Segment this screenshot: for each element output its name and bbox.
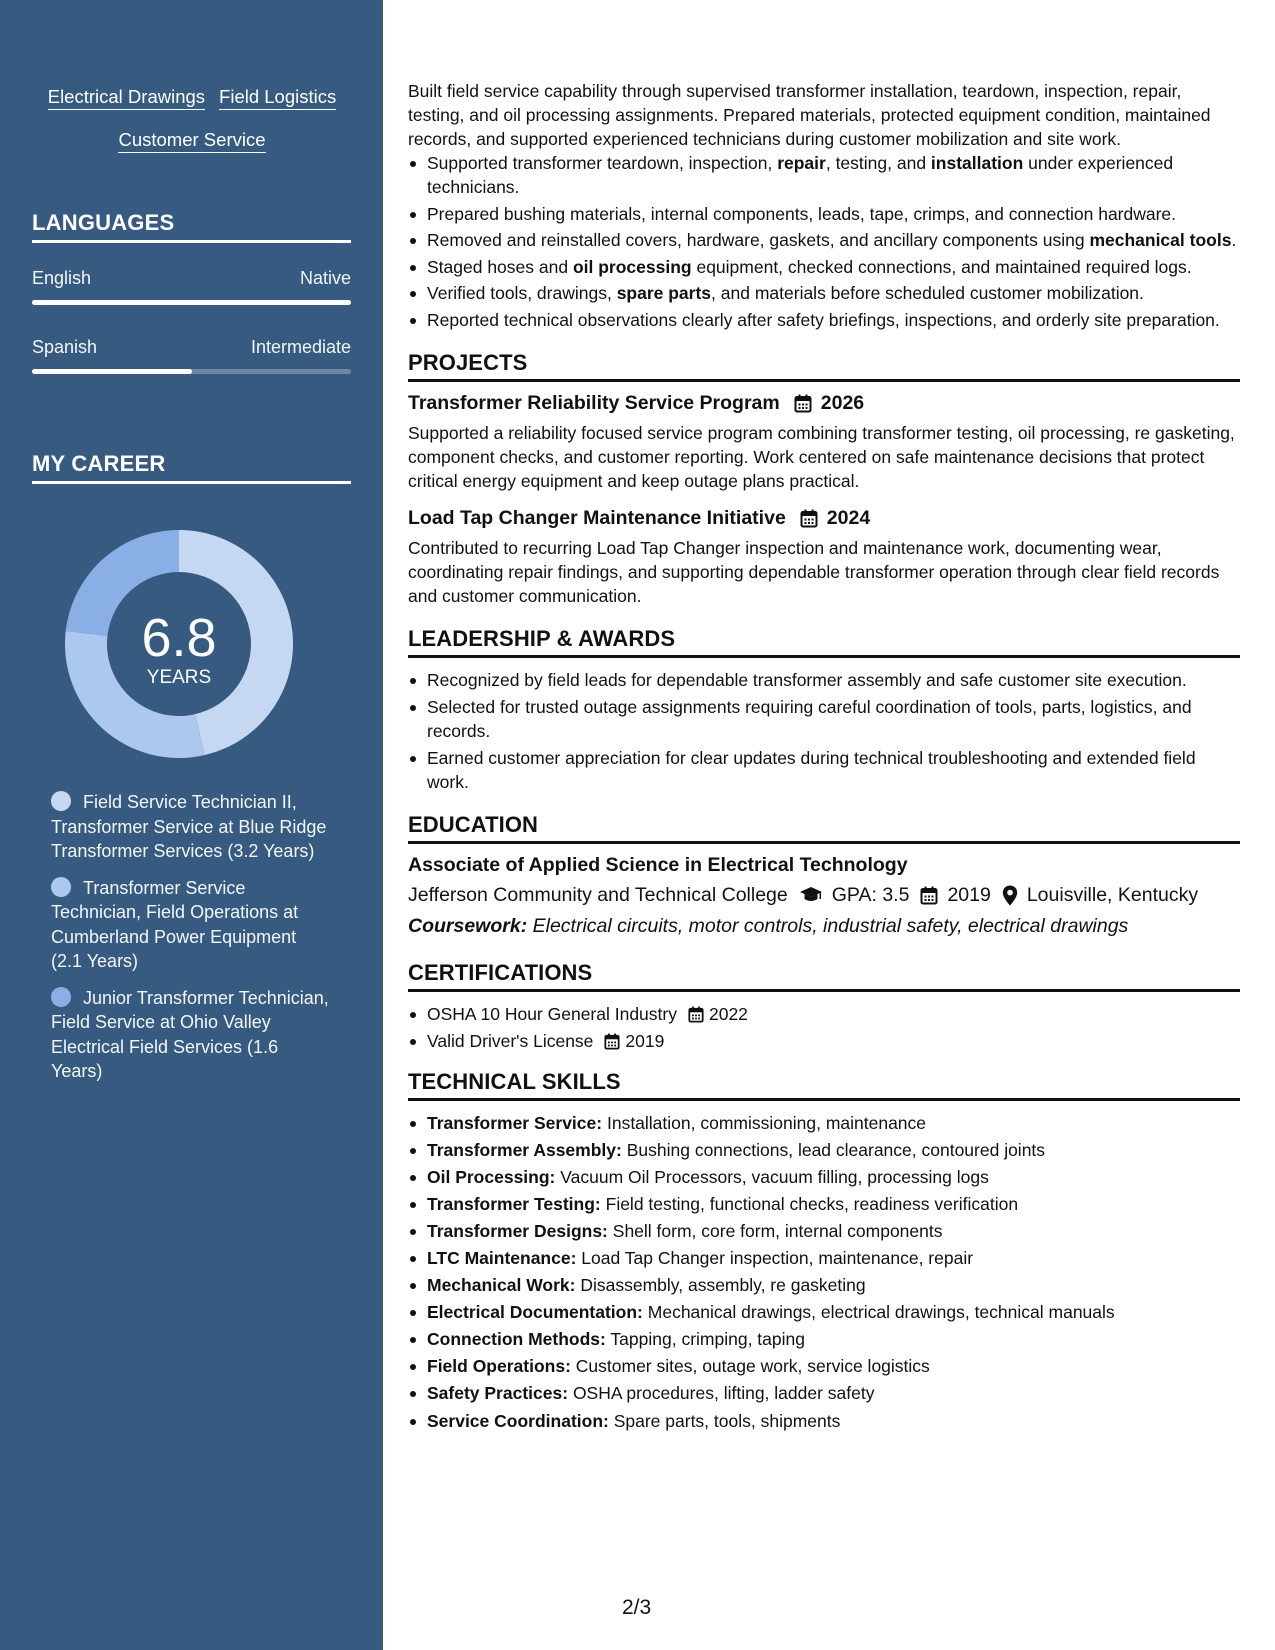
career-donut-chart (65, 530, 293, 758)
main-content (408, 79, 1240, 1436)
skill-tag: Field Logistics (219, 86, 336, 110)
leadership-list (408, 668, 1240, 794)
project-year: 2026 (820, 391, 865, 414)
bullet-dot-icon (51, 791, 71, 811)
experience-bullet: Staged hoses and oil processing equipment, checked connections, and maintained required logs. (408, 255, 1240, 279)
skill-item: Connection Methods: Tapping, crimping, taping (408, 1327, 1240, 1351)
project-description: Supported a reliability focused service program combining transformer testing, oil processing, re gasketing, component checks, and customer reporting. Work centered on safe maintenance decisions that protect critical energy equipment and keep outage plans practical. (408, 422, 1235, 491)
projects-heading: PROJECTS (408, 350, 1240, 382)
experience-bullets (408, 151, 1240, 332)
skill-item: Transformer Testing: Field testing, functional checks, readiness verification (408, 1192, 1240, 1216)
language-level: Native (299, 268, 351, 288)
experience-summary: Built field service capability through supervised transformer installation, teardown, inspection, repair, testing, and oil processing assignments. Prepared materials, protected equipment condition, maintained records, and supported experienced technicians during customer mobilization and site work. (408, 81, 1211, 149)
certifications-list (408, 1002, 1240, 1053)
education-heading: EDUCATION (408, 812, 1240, 844)
technical-skills-list (408, 1111, 1240, 1433)
education-details (408, 884, 1240, 907)
skill-item: Oil Processing: Vacuum Oil Processors, vacuum filling, processing logs (408, 1165, 1240, 1189)
language-name: English (32, 268, 92, 288)
education-location: Louisville, Kentucky (1026, 883, 1199, 906)
experience-bullet: Removed and reinstalled covers, hardware, gaskets, and ancillary components using mechanical tools. (408, 228, 1240, 252)
project-year: 2024 (826, 506, 871, 529)
career-total-value: 6.8 (141, 608, 217, 668)
language-level: Intermediate (250, 337, 351, 357)
leadership-heading: LEADERSHIP & AWARDS (408, 626, 1240, 658)
bullet-dot-icon (51, 877, 71, 897)
career-list (51, 790, 331, 1096)
location-pin-icon (1002, 885, 1018, 906)
career-heading: MY CAREER (32, 451, 351, 484)
education-coursework: Coursework: Electrical circuits, motor controls, industrial safety, electrical drawings (408, 914, 1129, 937)
skill-item: Mechanical Work: Disassembly, assembly, re gasketing (408, 1273, 1240, 1297)
experience-bullet: Prepared bushing materials, internal components, leads, tape, crimps, and connection hardware. (408, 202, 1240, 226)
bullet-dot-icon (51, 987, 71, 1007)
experience-bullet: Verified tools, drawings, spare parts, and materials before scheduled customer mobilization. (408, 281, 1240, 305)
skill-item: Electrical Documentation: Mechanical drawings, electrical drawings, technical manuals (408, 1300, 1240, 1324)
skill-item: Transformer Service: Installation, commissioning, maintenance (408, 1111, 1240, 1135)
skill-item: Field Operations: Customer sites, outage work, service logistics (408, 1354, 1240, 1378)
skill-tags (32, 86, 352, 172)
sidebar (0, 0, 383, 1650)
certification-item: OSHA 10 Hour General Industry 2022 (408, 1002, 1240, 1026)
language-proficiency-fill (32, 300, 351, 305)
language-proficiency-bar (32, 300, 351, 305)
graduation-cap-icon (799, 886, 823, 904)
project-title: Transformer Reliability Service Program 2026 (408, 391, 865, 414)
language-row (32, 337, 351, 358)
skill-item: Service Coordination: Spare parts, tools, shipments (408, 1409, 1240, 1433)
calendar-icon (920, 886, 938, 905)
award-item: Earned customer appreciation for clear updates during technical troubleshooting and extended field work. (408, 746, 1240, 794)
award-item: Recognized by field leads for dependable transformer assembly and safe customer site execution. (408, 668, 1240, 692)
calendar-icon (794, 394, 812, 413)
calendar-icon (604, 1033, 620, 1050)
skill-item: LTC Maintenance: Load Tap Changer inspection, maintenance, repair (408, 1246, 1240, 1270)
language-name: Spanish (32, 337, 98, 357)
certification-year: 2022 (708, 1003, 748, 1024)
technical-skills-heading: TECHNICAL SKILLS (408, 1069, 1240, 1101)
certification-item: Valid Driver's License 2019 (408, 1029, 1240, 1053)
education-school: Jefferson Community and Technical College (408, 883, 788, 906)
education-gpa: GPA: 3.5 (831, 883, 910, 906)
skill-tag: Electrical Drawings (48, 86, 205, 110)
page-number: 2/3 (622, 1596, 652, 1619)
calendar-icon (800, 509, 818, 528)
language-proficiency-bar (32, 369, 351, 374)
certifications-heading: CERTIFICATIONS (408, 960, 1240, 992)
certification-year: 2019 (625, 1030, 665, 1051)
skill-item: Transformer Assembly: Bushing connections, lead clearance, contoured joints (408, 1138, 1240, 1162)
career-item: Transformer Service Technician, Field Operations at Cumberland Power Equipment (2.1 Years) (51, 877, 299, 971)
award-item: Selected for trusted outage assignments requiring careful coordination of tools, parts, logistics, and records. (408, 695, 1240, 743)
career-item: Junior Transformer Technician, Field Service at Ohio Valley Electrical Field Services (1.6 Years) (51, 987, 329, 1081)
skill-item: Safety Practices: OSHA procedures, lifting, ladder safety (408, 1381, 1240, 1405)
project-title: Load Tap Changer Maintenance Initiative 2024 (408, 506, 871, 529)
skill-tag: Customer Service (118, 129, 265, 153)
experience-bullet: Reported technical observations clearly after safety briefings, inspections, and orderly site preparation. (408, 308, 1240, 332)
project-description: Contributed to recurring Load Tap Changer inspection and maintenance work, documenting wear, coordinating repair findings, and supporting dependable transformer operation through clear field records and customer communication. (408, 537, 1220, 606)
skill-item: Transformer Designs: Shell form, core form, internal components (408, 1219, 1240, 1243)
experience-bullet: Supported transformer teardown, inspection, repair, testing, and installation under experienced technicians. (408, 151, 1240, 199)
languages-heading: LANGUAGES (32, 210, 351, 243)
education-degree: Associate of Applied Science in Electrical Technology (408, 853, 908, 876)
career-total-unit: YEARS (146, 667, 212, 688)
calendar-icon (688, 1006, 704, 1023)
career-item: Field Service Technician II, Transformer Service at Blue Ridge Transformer Services (3.2 Years) (51, 792, 327, 861)
education-year: 2019 (947, 883, 991, 906)
language-row (32, 268, 351, 289)
language-proficiency-fill (32, 369, 192, 374)
